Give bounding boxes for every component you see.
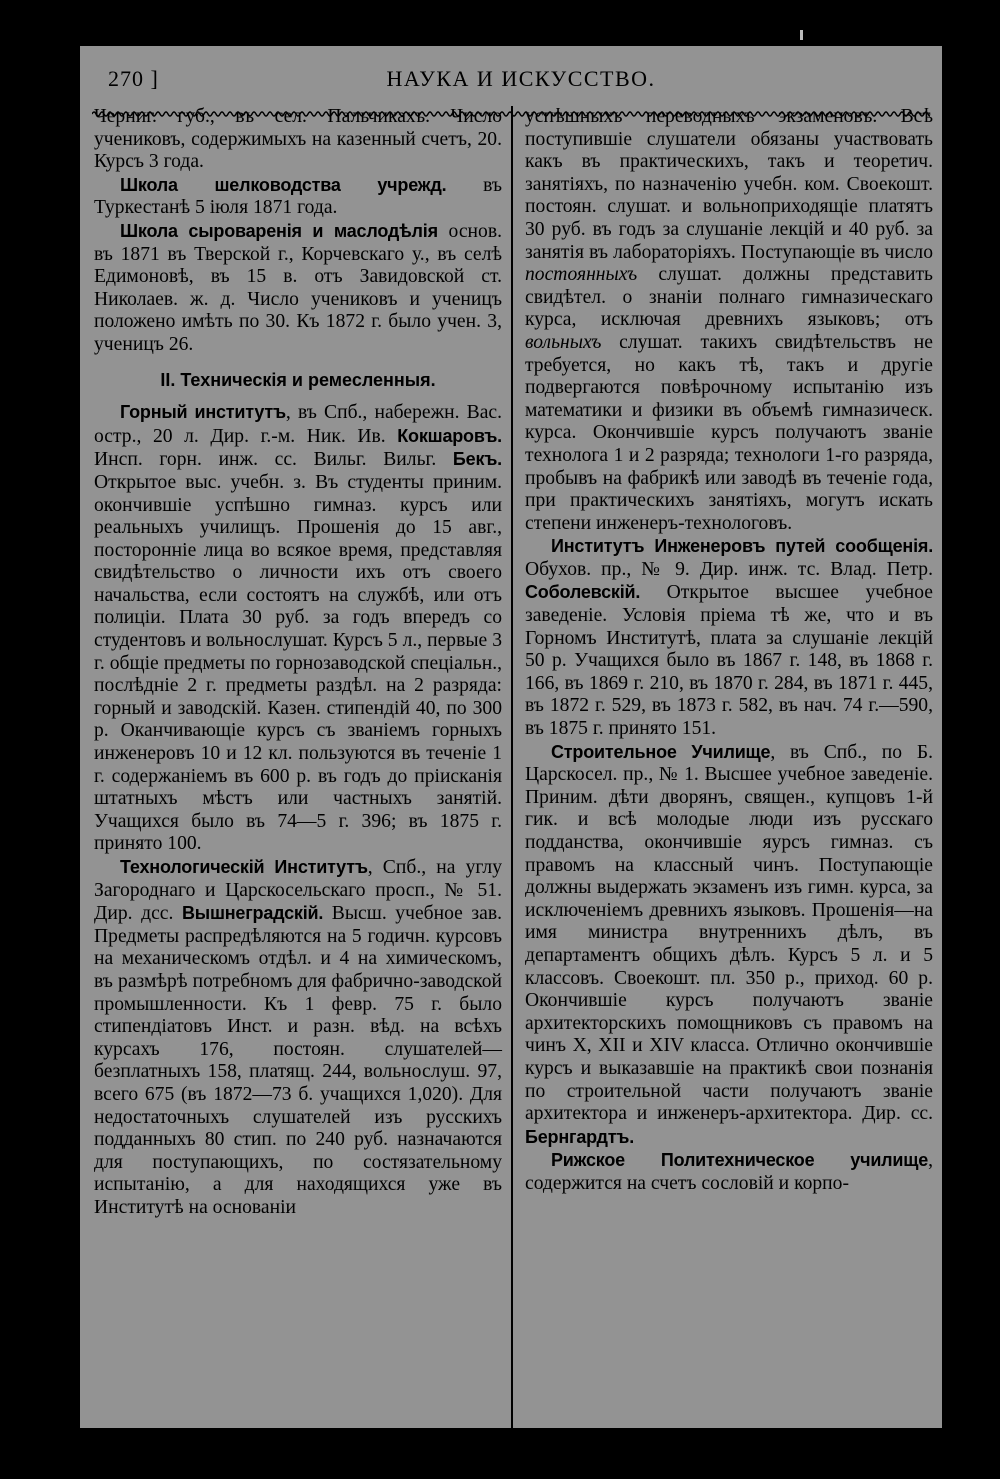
entry-name: Школа сыроваренія и маслодѣлія bbox=[120, 220, 438, 241]
running-header bbox=[78, 58, 944, 98]
entry-name: Горный институтъ bbox=[120, 402, 286, 423]
right-column bbox=[525, 106, 933, 1196]
book-page bbox=[78, 44, 944, 1430]
column-divider bbox=[511, 106, 513, 1430]
section-heading: II. Техническія и ремесленныя. bbox=[160, 369, 436, 390]
corner-mark bbox=[800, 30, 803, 40]
left-column bbox=[94, 106, 502, 1220]
entry-name: Технологическій Институтъ bbox=[120, 857, 368, 877]
paragraph-silk-school: Школа шелководства учрежд. въ Туркестанѣ 5 іюля 1871 года. bbox=[94, 174, 502, 219]
person-name: Соболевскій. bbox=[525, 582, 641, 603]
paragraph-riga-polytechnic: Рижское Политехническое училище, содержится на счетъ сословій и корпо- bbox=[525, 1150, 933, 1194]
person-name: Вышнеградскій. bbox=[181, 903, 324, 924]
entry-name: Институтъ Инженеровъ путей сообщенія. bbox=[551, 536, 933, 557]
person-name: Кокшаровъ. bbox=[397, 425, 502, 446]
person-name: Бекъ. bbox=[452, 449, 502, 470]
running-title: НАУКА И ИСКУССТВО. bbox=[386, 66, 656, 91]
paragraph-mining-institute: Горный институтъ, въ Спб., набережн. Вас. остр., 20 л. Дир. г.-м. Ник. Ив. Кокшаровъ. Инсп. горн. инж. сс. Вильг. Вильг. Бекъ. Открытое выс. учебн. з. Въ студенты приним. окончившіе успѣшно гимназ. курсъ или реальныхъ училищъ. Прошенія до 15 авг., посторонніе лица во всякое время, представляя свидѣтельство о личности ихъ отъ своего начальства, если состоятъ на службѣ, или отъ полиціи. Плата 30 руб. за годъ впередъ со студентовъ и вольнослушат. Курсъ 5 л., первые 3 г. общіе предметы по горнозаводской спеціальн., послѣдніе 2 г. предметы раздѣл. на 2 разряда: горный и заводскій. Казен. стипендій 40, по 300 р. Оканчивающіе курсъ съ званіемъ горныхъ инженеровъ 10 и 12 кл. пользуются въ теченіе 1 г. содержаніемъ въ 600 р. въ годъ до пріисканія штатныхъ мѣстъ или частныхъ занятій. Учащихся было въ 74—5 г. 396; въ 1875 г. принято 100. bbox=[94, 402, 502, 855]
paragraph-technological-institute: Технологическій Институтъ, Спб., на углу Загороднаго и Царскосельскаго просп., № 51. Дир. дсс. Вышнеградскій. Высш. учебное зав. Предметы распредѣляются на 5 годичн. курсовъ на механическомъ отдѣл. и 4 на химическомъ, въ размѣрѣ потребномъ для фабрично-заводской промышленности. Къ 1 февр. 75 г. было стипендіатовъ Инст. и разн. вѣд. на всѣхъ курсахъ 176, постоян. слушателей—безплатныхъ 158, платящ. 244, вольнослуш. 97, всего 675 (въ 1872—73 б. учащихся 1,020). Для недостаточныхъ слушателей изъ русскихъ подданныхъ 80 стип. по 240 руб. назначаются для поступающихъ, по состязательному испытанію, а для находящихся уже въ Институтѣ на основаніи bbox=[94, 857, 502, 1218]
entry-name: Строительное Училище bbox=[551, 741, 771, 762]
entry-name: Рижское Политехническое училище bbox=[551, 1150, 929, 1171]
person-name: Бернгардтъ. bbox=[525, 1126, 635, 1147]
entry-name: Школа шелководства учрежд. bbox=[120, 174, 447, 195]
paragraph-railway-institute: Институтъ Инженеровъ путей сообщенія. Обухов. пр., № 9. Дир. инж. тс. Влад. Петр. Соболевскій. Открытое высшее учебное заведеніе. Условія пріема тѣ же, что и въ Горномъ Институтѣ, плата за слушаніе лекцій 50 р. Учащихся было въ 1867 г. 148, въ 1868 г. 166, въ 1869 г. 210, въ 1870 г. 284, въ 1871 г. 445, въ 1872 г. 529, въ 1873 г. 582, въ нач. 74 г.—590, въ 1875 г. принято 151. bbox=[525, 536, 933, 740]
paragraph-continuation: успѣшныхъ переводныхъ экзаменовъ. Всѣ поступившіе слушатели обязаны участвовать какъ въ практическихъ, такъ и теоретич. занятіяхъ, по назначенію учебн. ком. Своекошт. постоян. слушат. и вольноприходящіе платятъ 30 руб. въ годъ за слушаніе лекцій и 40 руб. за занятія въ лабораторіяхъ. Поступающіе въ число постоянныхъ слушат. должны представить свидѣтел. о знаніи полнаго гимназическаго курса, исключая древнихъ языковъ; отъ вольныхъ слушат. такихъ свидѣтельствъ не требуется, но какъ тѣ, такъ и другіе подвергаются повѣрочному испытанію изъ математики и физики въ объемѣ гимназическ. курса. Окончившіе курсъ получаютъ званіе технолога 1 и 2 разряда; технологи 1-го разряда, пробывъ на фабрикѣ или заводѣ въ теченіе года, при практическихъ занятіяхъ, могутъ искать степени инженеръ-технологовъ. bbox=[525, 106, 933, 534]
page-number: 270 ] bbox=[108, 66, 159, 91]
paragraph-chernigov: Черниг. губ., въ сел. Пальчикахъ. Число учениковъ, содержимыхъ на казенный счетъ, 20. Курсъ 3 года. bbox=[94, 106, 502, 173]
paragraph-construction-school: Строительное Училище, въ Спб., по Б. Царскосел. пр., № 1. Высшее учебное заведеніе. Приним. дѣти дворянъ, священ., купцовъ 1-й гик. и всѣ молодые люди изъ русскаго подданства, окончившіе яурсъ гимназ. съ правомъ на классный чинъ. Поступающіе должны выдержать экзаменъ изъ гимн. курса, за исключеніемъ древнихъ языковъ. Прошенія—на имя министра внутреннихъ дѣлъ, въ департаментъ общихъ дѣлъ. Курсъ 5 л. и 5 классовъ. Своекошт. пл. 350 р., приход. 60 р. Окончившіе курсъ получаютъ званіе архитекторскихъ помощниковъ съ правомъ на чинъ X, XII и XIV класса. Отлично окончившіе курсъ и выказавшіе на практикѣ свои познанія по строительной части получаютъ званіе архитектора и инженеръ-архитектора. Дир. сс. Бернгардтъ. bbox=[525, 741, 933, 1147]
paragraph-cheese-school: Школа сыроваренія и маслодѣлія основ. въ 1871 въ Тверской г., Корчевскаго у., въ селѣ Едимоновѣ, въ 15 в. отъ Завидовской ст. Николаев. ж. д. Число учениковъ и ученицъ положено имѣть по 30. Къ 1872 г. было учен. 3, ученицъ 26. bbox=[94, 220, 502, 355]
